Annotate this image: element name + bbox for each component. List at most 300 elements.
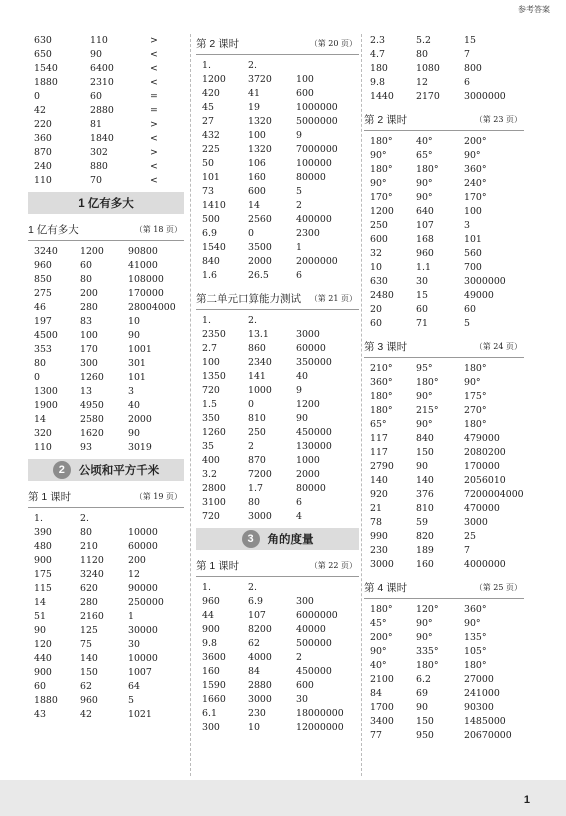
answer-cell: 1320 xyxy=(248,144,272,155)
answer-row xyxy=(196,707,359,721)
answer-row xyxy=(364,544,524,558)
answer-row xyxy=(196,651,359,665)
answer-cell: 300 xyxy=(80,358,98,369)
answer-cell: 3000 xyxy=(370,559,394,570)
column-divider xyxy=(361,34,362,776)
answer-list xyxy=(196,59,359,283)
answer-cell: 2350 xyxy=(202,329,226,340)
answer-row xyxy=(364,219,524,233)
answer-cell: 90 xyxy=(34,625,46,636)
answer-cell: 170000 xyxy=(464,461,500,472)
section-title: 第 3 课时 xyxy=(364,341,408,353)
answer-row xyxy=(28,666,184,680)
answer-cell: 1 xyxy=(296,242,302,253)
answer-cell: 210° xyxy=(370,363,393,374)
answer-cell: 280 xyxy=(80,597,98,608)
answer-row xyxy=(28,441,184,455)
answer-cell: 120° xyxy=(416,604,439,615)
answer-row xyxy=(28,371,184,385)
answer-cell: 189 xyxy=(416,545,434,556)
answer-cell: 7000000 xyxy=(296,144,338,155)
answer-cell: 40 xyxy=(296,371,308,382)
answer-cell: 1440 xyxy=(370,91,394,102)
answer-cell: 390 xyxy=(34,527,52,538)
answer-cell: 1320 xyxy=(248,116,272,127)
answer-cell: 800 xyxy=(464,63,482,74)
answer-row xyxy=(28,48,184,62)
answer-row xyxy=(196,227,359,241)
answer-row xyxy=(364,617,524,631)
answer-cell: 3000000 xyxy=(464,91,506,102)
answer-cell: 90° xyxy=(416,618,433,629)
answer-cell: 720 xyxy=(202,511,220,522)
answer-row xyxy=(196,157,359,171)
answer-cell: 180° xyxy=(416,660,439,671)
answer-cell: 960 xyxy=(80,695,98,706)
answer-cell: 90 xyxy=(128,330,140,341)
answer-cell: 27 xyxy=(202,116,214,127)
answer-cell: 0 xyxy=(248,399,254,410)
answer-row xyxy=(364,233,524,247)
answer-cell: 3000 xyxy=(296,329,320,340)
answer-cell: 4500 xyxy=(34,330,58,341)
answer-cell: 250000 xyxy=(128,597,164,608)
answer-cell: 360° xyxy=(464,604,487,615)
answer-cell: 90° xyxy=(416,419,433,430)
section-heading xyxy=(364,110,524,131)
answer-cell: 90° xyxy=(416,178,433,189)
answer-row xyxy=(364,687,524,701)
answer-cell: 180° xyxy=(416,377,439,388)
answer-cell: 5 xyxy=(128,695,134,706)
unit-banner-3 xyxy=(196,528,359,550)
answer-cell: 640 xyxy=(416,206,434,217)
answer-cell: 5 xyxy=(464,318,470,329)
answer-row xyxy=(196,87,359,101)
answer-cell: = xyxy=(150,91,158,102)
answer-cell: 41 xyxy=(248,88,260,99)
answer-cell: 75 xyxy=(80,639,92,650)
answer-cell: 160 xyxy=(202,666,220,677)
section-heading xyxy=(28,487,184,508)
answer-cell: 90° xyxy=(416,632,433,643)
answer-row xyxy=(196,468,359,482)
answer-row xyxy=(364,516,524,530)
answer-cell: 700 xyxy=(464,262,482,273)
answer-cell: 69 xyxy=(416,688,428,699)
answer-cell: 30 xyxy=(296,694,308,705)
answer-cell: 500 xyxy=(202,214,220,225)
answer-cell: 220 xyxy=(34,119,52,130)
answer-cell: 1300 xyxy=(34,386,58,397)
answer-cell: < xyxy=(150,133,158,144)
answer-cell: 240 xyxy=(34,161,52,172)
answer-row xyxy=(28,90,184,104)
answer-cell: 100 xyxy=(464,206,482,217)
answer-column-3 xyxy=(364,34,524,743)
answer-cell: 60 xyxy=(80,260,92,271)
answer-cell: 160 xyxy=(416,559,434,570)
answer-cell: 3000 xyxy=(248,694,272,705)
answer-row xyxy=(196,59,359,73)
answer-cell: 44 xyxy=(202,610,214,621)
answer-cell: 2 xyxy=(248,441,254,452)
answer-cell: 2.3 xyxy=(370,35,385,46)
answer-row xyxy=(196,213,359,227)
answer-cell: 440 xyxy=(34,653,52,664)
answer-cell: 360° xyxy=(464,164,487,175)
answer-cell: 200° xyxy=(370,632,393,643)
answer-cell: 150 xyxy=(416,447,434,458)
answer-row xyxy=(196,73,359,87)
answer-cell: 270° xyxy=(464,405,487,416)
answer-cell: 1880 xyxy=(34,695,58,706)
answer-cell: 9 xyxy=(296,130,302,141)
answer-row xyxy=(196,199,359,213)
answer-cell: 1350 xyxy=(202,371,226,382)
answer-cell: 19 xyxy=(248,102,260,113)
answer-cell: 14 xyxy=(248,200,260,211)
answer-row xyxy=(28,34,184,48)
answer-cell: 3240 xyxy=(80,569,104,580)
answer-cell: 2. xyxy=(248,582,257,593)
answer-cell: 10 xyxy=(248,722,260,733)
page-reference: （第 25 页） xyxy=(474,583,522,592)
answer-cell: 20670000 xyxy=(464,730,512,741)
answer-row xyxy=(196,595,359,609)
answer-cell: 3100 xyxy=(202,497,226,508)
answer-cell: 90 xyxy=(90,49,102,60)
answer-cell: 180° xyxy=(416,164,439,175)
unit-banner-2 xyxy=(28,459,184,481)
answer-cell: 80 xyxy=(80,527,92,538)
answer-list xyxy=(28,245,184,455)
answer-row xyxy=(364,446,524,460)
answer-cell: 80 xyxy=(34,358,46,369)
comparison-answers xyxy=(28,34,184,188)
answer-cell: 60 xyxy=(34,681,46,692)
answer-cell: 9.8 xyxy=(370,77,385,88)
answer-cell: 90° xyxy=(370,646,387,657)
answer-cell: 0 xyxy=(248,228,254,239)
answer-row xyxy=(196,370,359,384)
answer-cell: 90000 xyxy=(128,583,158,594)
answer-cell: 42 xyxy=(34,105,46,116)
answer-cell: 1.6 xyxy=(202,270,217,281)
answer-cell: 8200 xyxy=(248,624,272,635)
answer-cell: 2480 xyxy=(370,290,394,301)
answer-row xyxy=(196,581,359,595)
answer-row xyxy=(364,673,524,687)
section-heading xyxy=(196,556,359,577)
page-reference: （第 18 页） xyxy=(134,225,182,234)
answer-cell: 2310 xyxy=(90,77,114,88)
answer-cell: 3 xyxy=(128,386,134,397)
answer-cell: 1410 xyxy=(202,200,226,211)
answer-row xyxy=(28,245,184,259)
answer-cell: 20 xyxy=(370,304,382,315)
answer-cell: 60 xyxy=(370,318,382,329)
answer-cell: 10000 xyxy=(128,527,158,538)
answer-cell: 1620 xyxy=(80,428,104,439)
answer-cell: 1. xyxy=(202,60,211,71)
answer-row xyxy=(196,609,359,623)
answer-cell: 600 xyxy=(248,186,266,197)
answer-list xyxy=(28,512,184,722)
answer-cell: 115 xyxy=(34,583,52,594)
answer-cell: 240° xyxy=(464,178,487,189)
answer-row xyxy=(196,356,359,370)
section-heading xyxy=(364,337,524,358)
answer-cell: 250 xyxy=(370,220,388,231)
answer-cell: 90° xyxy=(464,618,481,629)
answer-cell: 350 xyxy=(202,413,220,424)
answer-cell: 840 xyxy=(202,256,220,267)
answer-cell: 160 xyxy=(248,172,266,183)
answer-cell: 2. xyxy=(80,513,89,524)
answer-cell: 870 xyxy=(248,455,266,466)
answer-cell: 135° xyxy=(464,632,487,643)
answer-row xyxy=(364,488,524,502)
answer-cell: 2056010 xyxy=(464,475,506,486)
answer-row xyxy=(364,135,524,149)
answer-cell: 105° xyxy=(464,646,487,657)
answer-row xyxy=(364,191,524,205)
page-reference: （第 24 页） xyxy=(474,342,522,351)
unit-title: 1 亿有多大 xyxy=(78,198,134,210)
answer-cell: 18000000 xyxy=(296,708,344,719)
answer-cell: 301 xyxy=(128,358,146,369)
answer-cell: 2000 xyxy=(128,414,152,425)
answer-cell: 2880 xyxy=(248,680,272,691)
answer-cell: 870 xyxy=(34,147,52,158)
answer-cell: 14 xyxy=(34,414,46,425)
answer-cell: 2000 xyxy=(248,256,272,267)
answer-cell: 12 xyxy=(416,77,428,88)
answer-cell: 4 xyxy=(296,511,302,522)
answer-row xyxy=(364,659,524,673)
answer-cell: 450000 xyxy=(296,666,332,677)
answer-cell: 80000 xyxy=(296,483,326,494)
answer-cell: 197 xyxy=(34,316,52,327)
page-reference: （第 22 页） xyxy=(309,561,357,570)
section-title: 第 2 课时 xyxy=(364,114,408,126)
answer-row xyxy=(364,418,524,432)
answer-row xyxy=(196,440,359,454)
answer-cell: 960 xyxy=(34,260,52,271)
answer-cell: 6 xyxy=(296,497,302,508)
answer-row xyxy=(28,526,184,540)
answer-row xyxy=(196,384,359,398)
answer-cell: 850 xyxy=(34,274,52,285)
answer-cell: 600 xyxy=(370,234,388,245)
answer-cell: 42 xyxy=(80,709,92,720)
answer-cell: 3720 xyxy=(248,74,272,85)
answer-row xyxy=(28,118,184,132)
answer-cell: 200 xyxy=(80,288,98,299)
answer-cell: < xyxy=(150,175,158,186)
answer-row xyxy=(196,496,359,510)
answer-row xyxy=(28,132,184,146)
answer-cell: 360° xyxy=(370,377,393,388)
answer-cell: 180° xyxy=(370,136,393,147)
answer-cell: 175° xyxy=(464,391,487,402)
answer-cell: 21 xyxy=(370,503,382,514)
answer-cell: 950 xyxy=(416,730,434,741)
answer-cell: 3 xyxy=(464,220,470,231)
answer-cell: 180° xyxy=(370,391,393,402)
answer-cell: 2160 xyxy=(80,611,104,622)
answer-list xyxy=(364,603,524,743)
answer-cell: 3240 xyxy=(34,246,58,257)
answer-row xyxy=(364,376,524,390)
answer-cell: 300 xyxy=(202,722,220,733)
answer-cell: 32 xyxy=(370,248,382,259)
answer-cell: 125 xyxy=(80,625,98,636)
answer-cell: 1540 xyxy=(34,63,58,74)
answer-cell: < xyxy=(150,161,158,172)
answer-row xyxy=(364,76,524,90)
answer-cell: 280 xyxy=(80,302,98,313)
answer-cell: 2080200 xyxy=(464,447,506,458)
answer-cell: 83 xyxy=(80,316,92,327)
answer-cell: 1660 xyxy=(202,694,226,705)
answer-cell: 880 xyxy=(90,161,108,172)
answer-cell: 4.7 xyxy=(370,49,385,60)
answer-list xyxy=(364,135,524,331)
answer-cell: 170° xyxy=(370,192,393,203)
answer-cell: 5000000 xyxy=(296,116,338,127)
section-title: 第 2 课时 xyxy=(196,38,240,50)
answer-cell: 106 xyxy=(248,158,266,169)
answer-row xyxy=(196,679,359,693)
answer-cell: 820 xyxy=(416,531,434,542)
unit-number-badge: 3 xyxy=(242,530,260,548)
answer-cell: 180° xyxy=(464,419,487,430)
answer-cell: 1.7 xyxy=(248,483,263,494)
answer-cell: 7 xyxy=(464,49,470,60)
answer-cell: 107 xyxy=(248,610,266,621)
answer-row xyxy=(364,261,524,275)
answer-row xyxy=(196,101,359,115)
answer-cell: 80 xyxy=(248,497,260,508)
answer-cell: 60 xyxy=(90,91,102,102)
answer-cell: 107 xyxy=(416,220,434,231)
answer-row xyxy=(196,314,359,328)
answer-row xyxy=(364,289,524,303)
answer-cell: 80 xyxy=(80,274,92,285)
answer-row xyxy=(364,645,524,659)
answer-cell: 95° xyxy=(416,363,433,374)
answer-cell: 500000 xyxy=(296,638,332,649)
answer-row xyxy=(364,631,524,645)
answer-cell: 1.5 xyxy=(202,399,217,410)
answer-cell: 860 xyxy=(248,343,266,354)
answer-row xyxy=(196,115,359,129)
column-divider xyxy=(190,34,191,776)
answer-cell: 180 xyxy=(370,63,388,74)
answer-list xyxy=(196,314,359,524)
answer-cell: 30 xyxy=(128,639,140,650)
answer-row xyxy=(28,62,184,76)
answer-cell: 40° xyxy=(416,136,433,147)
answer-column-2 xyxy=(196,34,359,735)
answer-cell: 13 xyxy=(80,386,92,397)
answer-cell: 900 xyxy=(34,667,52,678)
answer-cell: 90° xyxy=(464,377,481,388)
answer-row xyxy=(28,357,184,371)
answer-row xyxy=(28,174,184,188)
answer-cell: 90° xyxy=(416,192,433,203)
answer-cell: 1001 xyxy=(128,344,152,355)
answer-cell: 1200 xyxy=(202,74,226,85)
answer-cell: 6000000 xyxy=(296,610,338,621)
answer-cell: 100 xyxy=(248,130,266,141)
answer-cell: 140 xyxy=(80,653,98,664)
section-heading xyxy=(196,289,359,310)
answer-row xyxy=(28,680,184,694)
answer-cell: 630 xyxy=(34,35,52,46)
answer-cell: 250 xyxy=(248,427,266,438)
answer-cell: 6.9 xyxy=(202,228,217,239)
answer-cell: 71 xyxy=(416,318,428,329)
answer-cell: 1000 xyxy=(296,455,320,466)
answer-cell: 0 xyxy=(34,372,40,383)
answer-cell: 6.2 xyxy=(416,674,431,685)
answer-cell: 275 xyxy=(34,288,52,299)
answer-cell: 6400 xyxy=(90,63,114,74)
answer-cell: 900 xyxy=(34,555,52,566)
answer-cell: 141 xyxy=(248,371,266,382)
answer-cell: 62 xyxy=(80,681,92,692)
answer-cell: 108000 xyxy=(128,274,164,285)
answer-cell: 320 xyxy=(34,428,52,439)
answer-cell: 2000 xyxy=(296,469,320,480)
answer-cell: 1.1 xyxy=(416,262,431,273)
answer-cell: 78 xyxy=(370,517,382,528)
answer-cell: 215° xyxy=(416,405,439,416)
answer-row xyxy=(196,241,359,255)
unit-title: 公顷和平方千米 xyxy=(78,465,160,477)
answer-cell: 1 xyxy=(128,611,134,622)
answer-row xyxy=(364,275,524,289)
answer-cell: 2790 xyxy=(370,461,394,472)
answer-row xyxy=(196,693,359,707)
answer-row xyxy=(28,385,184,399)
answer-cell: 840 xyxy=(416,433,434,444)
answer-cell: 14 xyxy=(34,597,46,608)
answer-cell: 2880 xyxy=(90,105,114,116)
answer-cell: 40 xyxy=(128,400,140,411)
answer-cell: 130000 xyxy=(296,441,332,452)
answer-row xyxy=(364,460,524,474)
page-number: 1 xyxy=(523,794,530,806)
answer-cell: 2. xyxy=(248,315,257,326)
answer-cell: 400000 xyxy=(296,214,332,225)
answer-row xyxy=(364,303,524,317)
answer-cell: 7 xyxy=(464,545,470,556)
answer-cell: 1540 xyxy=(202,242,226,253)
section-heading xyxy=(364,578,524,599)
answer-cell: 2340 xyxy=(248,357,272,368)
answer-cell: 100 xyxy=(80,330,98,341)
answer-row xyxy=(196,721,359,735)
answer-cell: 117 xyxy=(370,433,388,444)
answer-cell: 84 xyxy=(248,666,260,677)
unit-number-badge: 2 xyxy=(53,461,71,479)
answer-row xyxy=(28,343,184,357)
answer-cell: 1000 xyxy=(248,385,272,396)
